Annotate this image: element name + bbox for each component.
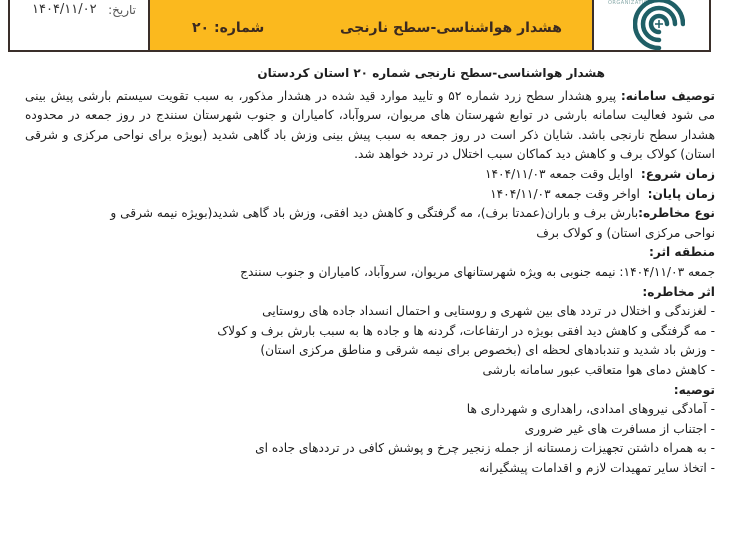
- system-description-label: توصیف سامانه:: [620, 88, 715, 103]
- date-box: [8, 0, 148, 52]
- end-time-label: زمان پایان:: [647, 186, 715, 201]
- hazard-effect-item: - لغزندگی و اختلال در تردد های بین شهری و روستایی و احتمال انسداد جاده های روستایی: [262, 304, 715, 319]
- logo-box: [594, 0, 711, 52]
- end-time-value: اواخر وقت جمعه ۱۴۰۴/۱۱/۰۳: [490, 186, 648, 201]
- warning-header: [8, 0, 711, 52]
- meteorological-organization-logo-icon: [633, 0, 685, 52]
- system-description-text: پیرو هشدار سطح زرد شماره ۵۲ و تایید موارد قید شده در هشدار مذکور، به سبب تقویت سیستم بارشی پیش بینی می شود فعالیت سامانه بارشی در توابع شهرستان های مریوان، سروآباد، کامیاران و جنوب شهرستان سنندج در روز جمعه در محدوده هشدار سطح نارنجی باشد. شایان ذکر است در روز جمعه به سبب پیش بینی وزش باد گاهی شدید (بویژه برای نواحی مرکزی و شرقی استان) کولاک برف و کاهش دید کماکان سبب اختلال در تردد خواهد شد.: [25, 88, 715, 162]
- hazard-effect-item: - مه گرفتگی و کاهش دید افقی بویژه در ارتفاعات، گردنه ها و جاده ها به سبب بارش برف و کولاک: [217, 323, 715, 338]
- recommendation-item: - اجتناب از مسافرت های غیر ضروری: [524, 421, 715, 436]
- start-time-label: زمان شروع:: [640, 166, 715, 181]
- hazard-effects-label: اثر مخاطره:: [642, 284, 715, 299]
- start-time: [25, 165, 715, 185]
- start-time-value: اوایل وقت جمعه ۱۴۰۴/۱۱/۰۳: [484, 166, 641, 181]
- document-heading: هشدار هواشناسی-سطح نارنجی شماره ۲۰ استان کردستان: [257, 66, 605, 80]
- logo-caption: ORGANIZATION: [608, 0, 653, 6]
- warning-document: [25, 62, 715, 478]
- affected-area-value: جمعه ۱۴۰۴/۱۱/۰۳: نیمه جنوبی به ویژه شهرستانهای مریوان، سروآباد، کامیاران و جنوب سنندج: [240, 264, 715, 279]
- hazard-effect-item: - کاهش دمای هوا متعاقب عبور سامانه بارشی: [482, 362, 715, 377]
- title-box: [148, 0, 594, 52]
- hazard-effect-item: - وزش باد شدید و تندبادهای لحظه ای (بخصوص برای نیمه شرقی و مناطق مرکزی استان): [260, 343, 715, 358]
- end-time: [25, 185, 715, 205]
- date-value: ۱۴۰۴/۱۱/۰۲: [32, 2, 97, 17]
- hazard-type: [25, 204, 715, 243]
- affected-area-label: منطقه اثر:: [648, 245, 715, 260]
- hazard-type-label: نوع مخاطره:: [638, 206, 715, 221]
- recommendation-item: - اتخاذ سایر تمهیدات لازم و اقدامات پیشگیرانه: [479, 460, 715, 475]
- date-label: تاریخ:: [108, 3, 136, 17]
- recommendation-item: - آمادگی نیروهای امدادی، راهداری و شهرداری ها: [466, 402, 715, 417]
- recommendations-label: توصیه:: [673, 382, 715, 397]
- warning-number: شماره: ۲۰: [192, 20, 265, 36]
- system-description: [25, 87, 715, 165]
- recommendation-item: - به همراه داشتن تجهیزات زمستانه از جمله زنجیر چرخ و پوشش کافی در ترددهای جاده ای: [255, 441, 715, 456]
- warning-title: هشدار هواشناسی-سطح نارنجی: [340, 20, 562, 36]
- hazard-type-value: بارش برف و باران(عمدتا برف)، مه گرفتگی و کاهش دید افقی، وزش باد گاهی شدید(بویژه نیمه شرقی و نواحی مرکزی استان) و کولاک برف: [110, 206, 715, 240]
